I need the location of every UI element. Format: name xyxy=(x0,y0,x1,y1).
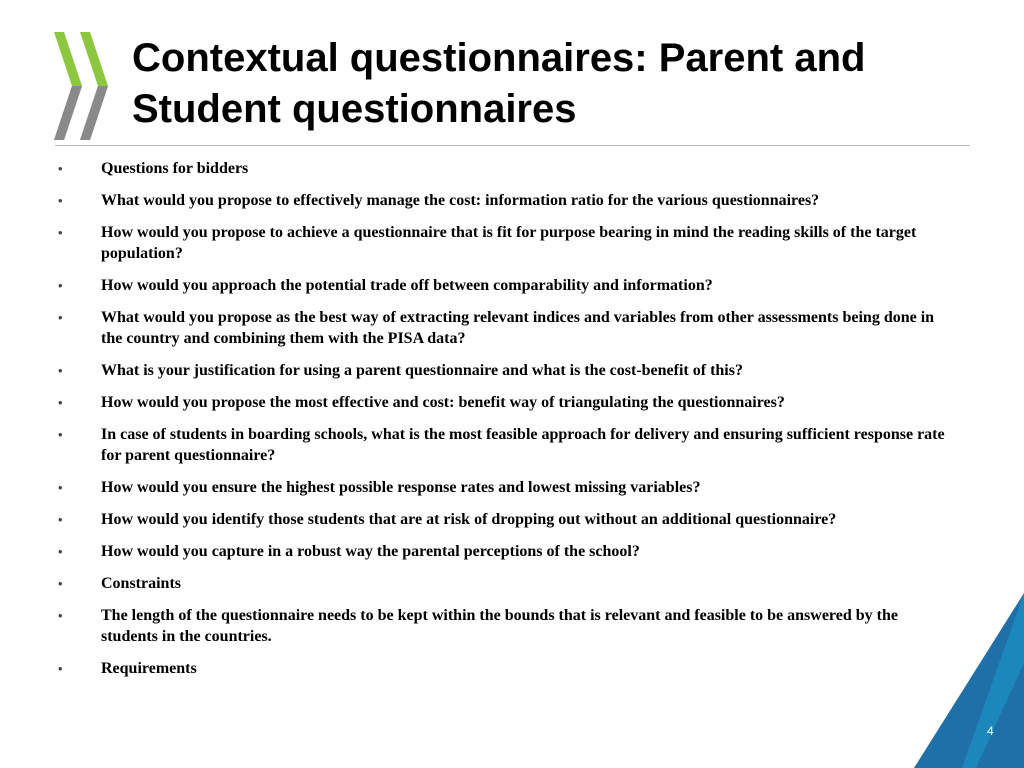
list-item xyxy=(58,158,958,179)
bullet-marker: • xyxy=(58,193,63,208)
bullet-marker: • xyxy=(58,278,63,293)
list-item xyxy=(58,573,958,594)
bullet-text: How would you ensure the highest possible response rates and lowest missing variables? xyxy=(101,479,701,496)
bullet-marker: • xyxy=(58,512,63,527)
bullet-marker: • xyxy=(58,661,63,676)
bullet-text: The length of the questionnaire needs to be kept within the bounds that is relevant and feasible to be answered by the students in the countries. xyxy=(101,607,898,645)
list-item xyxy=(58,222,958,264)
bullet-text: What would you propose as the best way of extracting relevant indices and variables from other assessments being done in the country and combining them with the PISA data? xyxy=(101,309,935,347)
bullet-marker: • xyxy=(58,225,63,240)
bullet-text: In case of students in boarding schools, what is the most feasible approach for delivery and ensuring sufficient response rate for parent questionnaire? xyxy=(101,426,945,464)
bullet-list xyxy=(58,158,958,690)
page-number: 4 xyxy=(987,724,994,738)
list-item xyxy=(58,190,958,211)
bullet-marker: • xyxy=(58,363,63,378)
bullet-marker: • xyxy=(58,427,63,442)
bullet-text: What would you propose to effectively manage the cost: information ratio for the various questionnaires? xyxy=(101,192,820,209)
bullet-text: Constraints xyxy=(101,575,182,592)
list-item xyxy=(58,360,958,381)
list-item xyxy=(58,424,958,466)
bullet-text: How would you capture in a robust way the parental perceptions of the school? xyxy=(101,543,640,560)
list-item xyxy=(58,392,958,413)
list-item xyxy=(58,605,958,647)
bullet-text: What is your justification for using a parent questionnaire and what is the cost-benefit of this? xyxy=(101,362,743,379)
bullet-marker: • xyxy=(58,310,63,325)
bullet-marker: • xyxy=(58,544,63,559)
list-item xyxy=(58,307,958,349)
list-item xyxy=(58,658,958,679)
list-item xyxy=(58,509,958,530)
list-item xyxy=(58,541,958,562)
bullet-text: How would you identify those students that are at risk of dropping out without an additional questionnaire? xyxy=(101,511,837,528)
chevron-logo-icon xyxy=(54,32,110,140)
bullet-text: How would you propose the most effective and cost: benefit way of triangulating the questionnaires? xyxy=(101,394,785,411)
bullet-text: How would you approach the potential trade off between comparability and information? xyxy=(101,277,713,294)
bullet-marker: • xyxy=(58,576,63,591)
list-item xyxy=(58,477,958,498)
bullet-text: Requirements xyxy=(101,660,197,677)
bullet-marker: • xyxy=(58,480,63,495)
bullet-marker: • xyxy=(58,395,63,410)
bullet-text: Questions for bidders xyxy=(101,160,249,177)
bullet-text: How would you propose to achieve a questionnaire that is fit for purpose bearing in mind the reading skills of the target population? xyxy=(101,224,917,262)
bullet-marker: • xyxy=(58,161,63,176)
slide-title: Contextual questionnaires: Parent and Student questionnaires xyxy=(132,36,866,131)
corner-decoration xyxy=(914,593,1024,768)
title-divider xyxy=(55,145,970,146)
list-item xyxy=(58,275,958,296)
bullet-marker: • xyxy=(58,608,63,623)
